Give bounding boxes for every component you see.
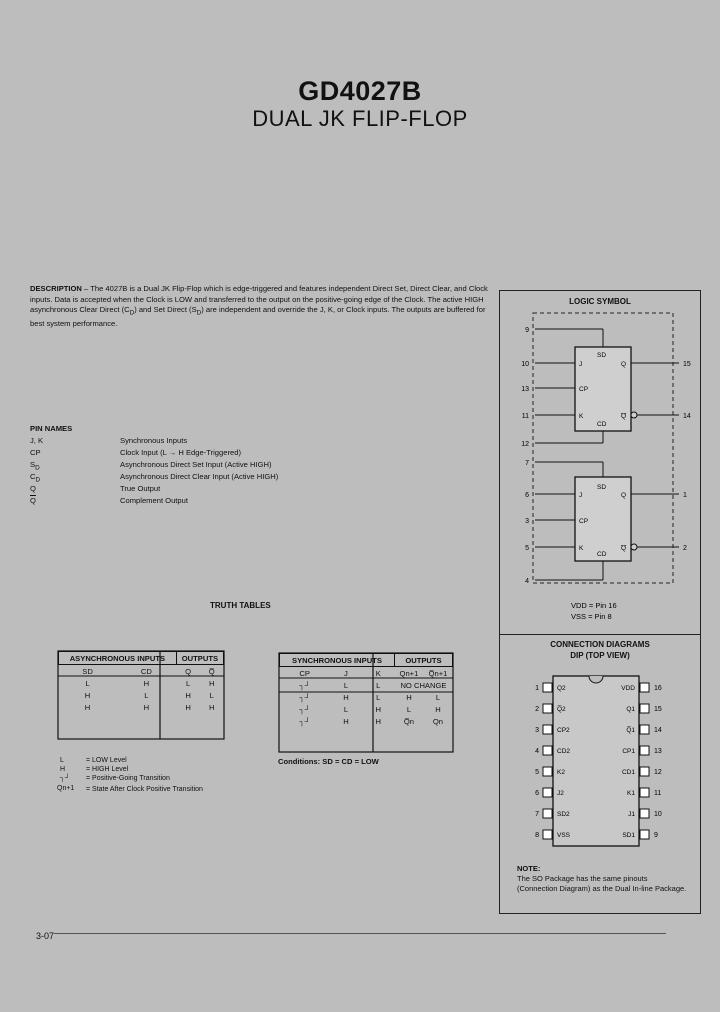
dip-pin-left [535,683,566,692]
page-number: 3-07 [36,931,55,941]
svg-text:11: 11 [654,790,662,797]
svg-text:K1: K1 [627,790,635,797]
svg-text:6: 6 [535,790,539,797]
svg-text:12: 12 [521,441,529,448]
svg-text:6: 6 [525,492,529,499]
table-row: H L H L [84,690,214,700]
svg-text:Q: Q [621,492,627,499]
svg-text:1: 1 [683,492,687,499]
svg-text:CP2: CP2 [557,727,570,734]
svg-text:12: 12 [654,769,662,776]
svg-text:Q2: Q2 [557,685,566,692]
svg-text:Q: Q [621,361,627,368]
connection-diagram-title: CONNECTION DIAGRAMS [550,640,650,649]
svg-text:4: 4 [525,578,529,585]
svg-text:VSS: VSS [557,832,571,839]
async-truth-table: ASYNCHRONOUS INPUTS OUTPUTS SD CD Q Q̅ L H L H H L H L H H H H [58,651,224,713]
svg-text:CD: CD [597,421,607,428]
svg-text:J: J [579,361,583,368]
pin-label: 9 [525,327,529,334]
svg-text:CP: CP [579,518,589,525]
svg-text:Q1: Q1 [626,706,635,713]
svg-text:5: 5 [535,769,539,776]
table-row: ┐┘ L H L H [299,704,441,714]
svg-text:9: 9 [654,832,658,839]
panel-divider [499,634,700,635]
svg-text:SD: SD [597,484,607,491]
sync-truth-table: SYNCHRONOUS INPUTS OUTPUTS CP J K Qn+1 Q̅n+1 ┐┘ L L NO CHANGE ┐┘ H L H L ┐┘ L H L H ┐┘ H H Q̅n Qn [279,653,453,727]
svg-text:2: 2 [683,545,687,552]
svg-text:Q: Q [621,413,627,420]
svg-text:SD2: SD2 [557,811,570,818]
svg-text:3: 3 [535,727,539,734]
svg-text:3: 3 [525,518,529,525]
vss-note: VSS = Pin 8 [571,612,612,621]
pin-names-title: PIN NAMES [30,424,73,433]
svg-text:SD1: SD1 [622,832,635,839]
svg-text:Q: Q [621,545,627,552]
dip-pin-right [628,809,662,818]
svg-text:8: 8 [535,832,539,839]
svg-text:14: 14 [654,727,662,734]
svg-text:K: K [579,413,584,420]
vdd-note: VDD = Pin 16 [571,601,617,610]
dip-pin-left [535,704,566,713]
svg-text:J2: J2 [557,790,564,797]
svg-text:7: 7 [535,811,539,818]
svg-text:CD2: CD2 [557,748,571,755]
svg-text:K: K [579,545,584,552]
description-label: DESCRIPTION [30,284,82,293]
truth-tables-title: TRUTH TABLES [210,601,271,610]
page-title: GD4027B [298,76,422,106]
logic-symbol-title: LOGIC SYMBOL [569,297,631,306]
svg-text:13: 13 [521,386,529,393]
svg-text:CD1: CD1 [621,769,635,776]
svg-text:10: 10 [654,811,662,818]
table-row: ┐┘ L L NO CHANGE [299,680,447,690]
svg-text:J1: J1 [628,811,635,818]
conditions-note: Conditions: SD = CD = LOW [278,757,379,766]
dip-top-view-title: DIP (TOP VIEW) [570,651,630,660]
svg-text:K2: K2 [557,769,565,776]
svg-text:10: 10 [521,361,529,368]
dip-pin-right [621,683,662,692]
svg-text:Q̅2: Q̅2 [557,706,566,713]
svg-text:7: 7 [525,460,529,467]
dip-pin-right [622,746,662,755]
table-row: H H H H [84,702,215,712]
svg-text:J: J [579,492,583,499]
footer-rule [54,933,666,934]
table-row: ┐┘ H L H L [299,692,441,702]
svg-text:4: 4 [535,748,539,755]
dip-pin-right [622,767,662,776]
svg-text:11: 11 [521,413,529,420]
svg-text:SD: SD [597,352,607,359]
description-paragraph: DESCRIPTION – The 4027B is a Dual JK Flip-Flop which is edge-triggered and features independent Direct Set, Direct Clear, and Clock inputs. Data is accepted when the Clock is LOW and transferred to the output on the positive-going edge of the Clock. The active HIGH asynchronous Clear Direct $(C_D)$ and Set Direct $(S_D)$ are independent and override the J, K, or Clock inputs. The outputs are buffered for best system performance. [30,284,488,329]
svg-text:2: 2 [535,706,539,713]
table-row: L H L H [85,678,215,688]
svg-text:1: 1 [535,685,539,692]
svg-text:15: 15 [654,706,662,713]
logic-symbol-diagram [499,305,701,625]
svg-text:VDD: VDD [621,685,635,692]
table-row: ┐┘ H H Q̅n Qn [299,716,444,726]
package-note: NOTE: The SO Package has the same pinouts (Connection Diagram) as the Dual In-line Package. [517,864,687,893]
svg-text:13: 13 [654,748,662,755]
dip-package-diagram [499,668,701,848]
dip-pin-right [626,704,662,713]
svg-text:16: 16 [654,685,662,692]
dip-pin-left [535,788,564,797]
svg-text:Q̅1: Q̅1 [626,727,635,734]
dip-pin-left [535,767,565,776]
dip-pin-right [622,830,658,839]
svg-text:CD: CD [597,551,607,558]
svg-text:15: 15 [683,361,691,368]
svg-text:14: 14 [683,413,691,420]
dip-pin-right [627,788,661,797]
page-subtitle: DUAL JK FLIP-FLOP [252,106,468,131]
svg-text:CP1: CP1 [622,748,635,755]
svg-text:CP: CP [579,386,589,393]
svg-text:5: 5 [525,545,529,552]
dip-pin-right [626,725,662,734]
